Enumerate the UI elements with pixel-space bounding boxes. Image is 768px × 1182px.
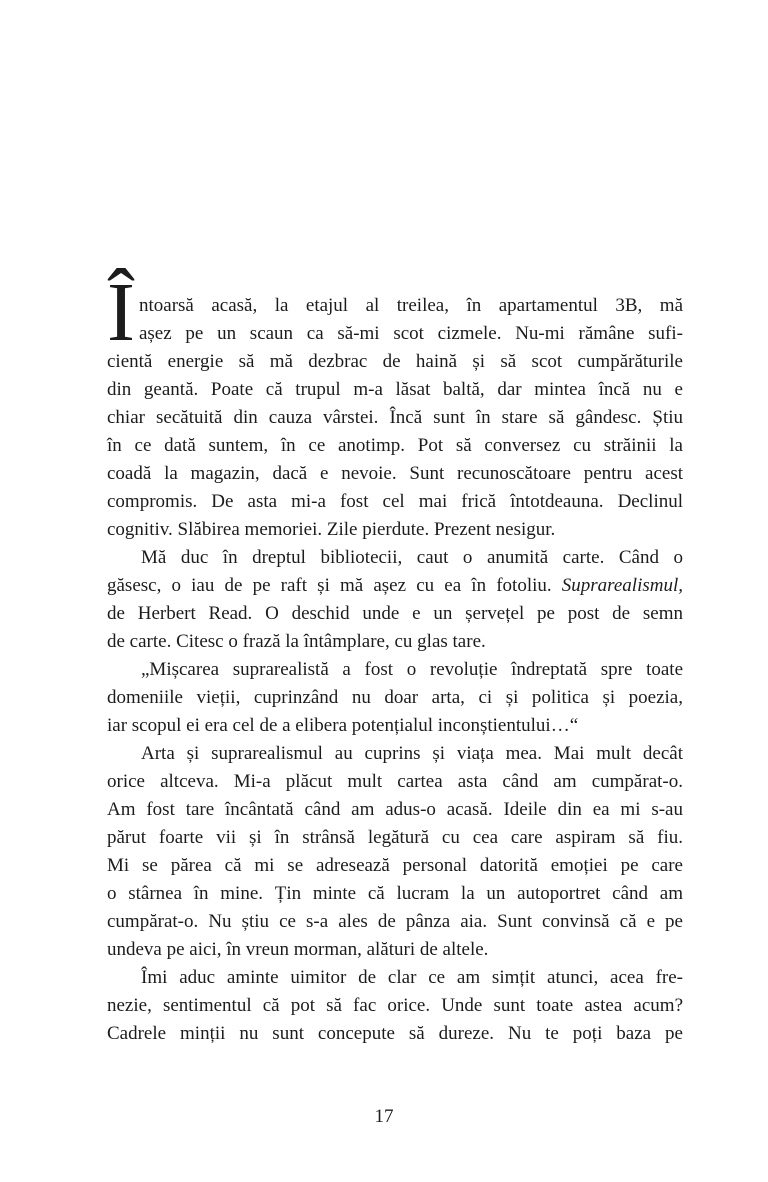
text-line	[107, 320, 683, 348]
text-segment: părut foarte vii și în strânsă legătură cu cea care aspiram să fiu.	[107, 827, 683, 848]
text-segment: nezie, sentimentul că pot să fac orice. Unde sunt toate astea acum?	[107, 995, 683, 1016]
paragraph	[107, 740, 683, 964]
text-line	[107, 712, 683, 740]
text-segment: „Mișcarea suprarealistă a fost o revoluție îndreptată spre toate	[141, 659, 683, 680]
page-number: 17	[374, 1106, 394, 1127]
text-segment: Am fost tare încântată când am adus-o acasă. Ideile din ea mi s-au	[107, 799, 683, 820]
text-segment: în ce dată suntem, în ce anotimp. Pot să conversez cu străinii la	[107, 435, 683, 456]
text-line	[107, 516, 683, 544]
text-line	[107, 432, 683, 460]
text-segment: o stârnea în mine. Țin minte că lucram la un autoportret când am	[107, 883, 683, 904]
text-segment: de Herbert Read. O deschid unde e un șervețel pe post de semn	[107, 603, 683, 624]
text-line	[107, 292, 683, 320]
text-line	[107, 964, 683, 992]
text-line	[107, 376, 683, 404]
text-line	[107, 796, 683, 824]
text-segment: chiar secătuită din cauza vârstei. Încă sunt în stare să gândesc. Știu	[107, 407, 683, 428]
text-segment: coadă la magazin, dacă e nevoie. Sunt recunoscătoare pentru acest	[107, 463, 683, 484]
text-segment: găsesc, o iau de pe raft și mă așez cu ea în fotoliu.	[107, 575, 562, 596]
text-line	[107, 824, 683, 852]
text-line	[107, 348, 683, 376]
text-line	[107, 684, 683, 712]
text-line	[107, 488, 683, 516]
text-segment: ntoarsă acasă, la etajul al treilea, în apartamentul 3B, mă	[138, 295, 683, 316]
paragraph	[107, 544, 683, 656]
drop-cap: Î	[107, 266, 135, 359]
text-line	[107, 544, 683, 572]
text-line	[107, 656, 683, 684]
page-text	[107, 266, 683, 1048]
text-segment: Mi se părea că mi se adresează personal datorită emoției pe care	[107, 855, 683, 876]
text-segment: din geantă. Poate că trupul m-a lăsat baltă, dar mintea încă nu e	[107, 379, 683, 400]
text-segment: domeniile vieții, cuprinzând nu doar arta, ci și politica și poezia,	[107, 687, 683, 708]
text-line	[107, 908, 683, 936]
text-line	[107, 628, 683, 656]
text-line	[107, 852, 683, 880]
text-line	[107, 600, 683, 628]
book-title-italic: Suprarealismul,	[561, 575, 683, 596]
text-segment: Mă duc în dreptul bibliotecii, caut o anumită carte. Când o	[141, 547, 683, 568]
text-segment: Îmi aduc aminte uimitor de clar ce am simțit atunci, acea fre-	[141, 967, 683, 988]
text-line	[107, 460, 683, 488]
paragraph	[107, 964, 683, 1048]
text-segment: Arta și suprarealismul au cuprins și viața mea. Mai mult decât	[141, 743, 683, 764]
text-segment: orice altceva. Mi-a plăcut mult cartea asta când am cumpărat-o.	[107, 771, 683, 792]
text-segment: iar scopul ei era cel de a elibera potențialul inconștientului…“	[107, 715, 579, 736]
text-segment: de carte. Citesc o frază la întâmplare, cu glas tare.	[107, 631, 486, 652]
text-line	[107, 572, 683, 600]
text-segment: cognitiv. Slăbirea memoriei. Zile pierdute. Prezent nesigur.	[107, 519, 556, 540]
text-segment: undeva pe aici, în vreun morman, alături de altele.	[107, 939, 489, 960]
paragraph	[107, 266, 683, 544]
text-segment: așez pe un scaun ca să-mi scot cizmele. Nu-mi rămâne sufi-	[138, 323, 683, 344]
text-line	[107, 1020, 683, 1048]
text-segment: cientă energie să mă dezbrac de haină și să scot cumpărăturile	[107, 351, 683, 372]
text-segment: cumpărat-o. Nu știu ce s-a ales de pânza aia. Sunt convinsă că e pe	[107, 911, 683, 932]
text-segment: Cadrele minții nu sunt concepute să dureze. Nu te poți baza pe	[107, 1023, 683, 1044]
text-line	[107, 768, 683, 796]
paragraph	[107, 656, 683, 740]
text-line	[107, 880, 683, 908]
text-line	[107, 992, 683, 1020]
text-line	[107, 404, 683, 432]
text-line	[107, 936, 683, 964]
text-line	[107, 740, 683, 768]
text-segment: compromis. De asta mi-a fost cel mai frică întotdeauna. Declinul	[107, 491, 683, 512]
